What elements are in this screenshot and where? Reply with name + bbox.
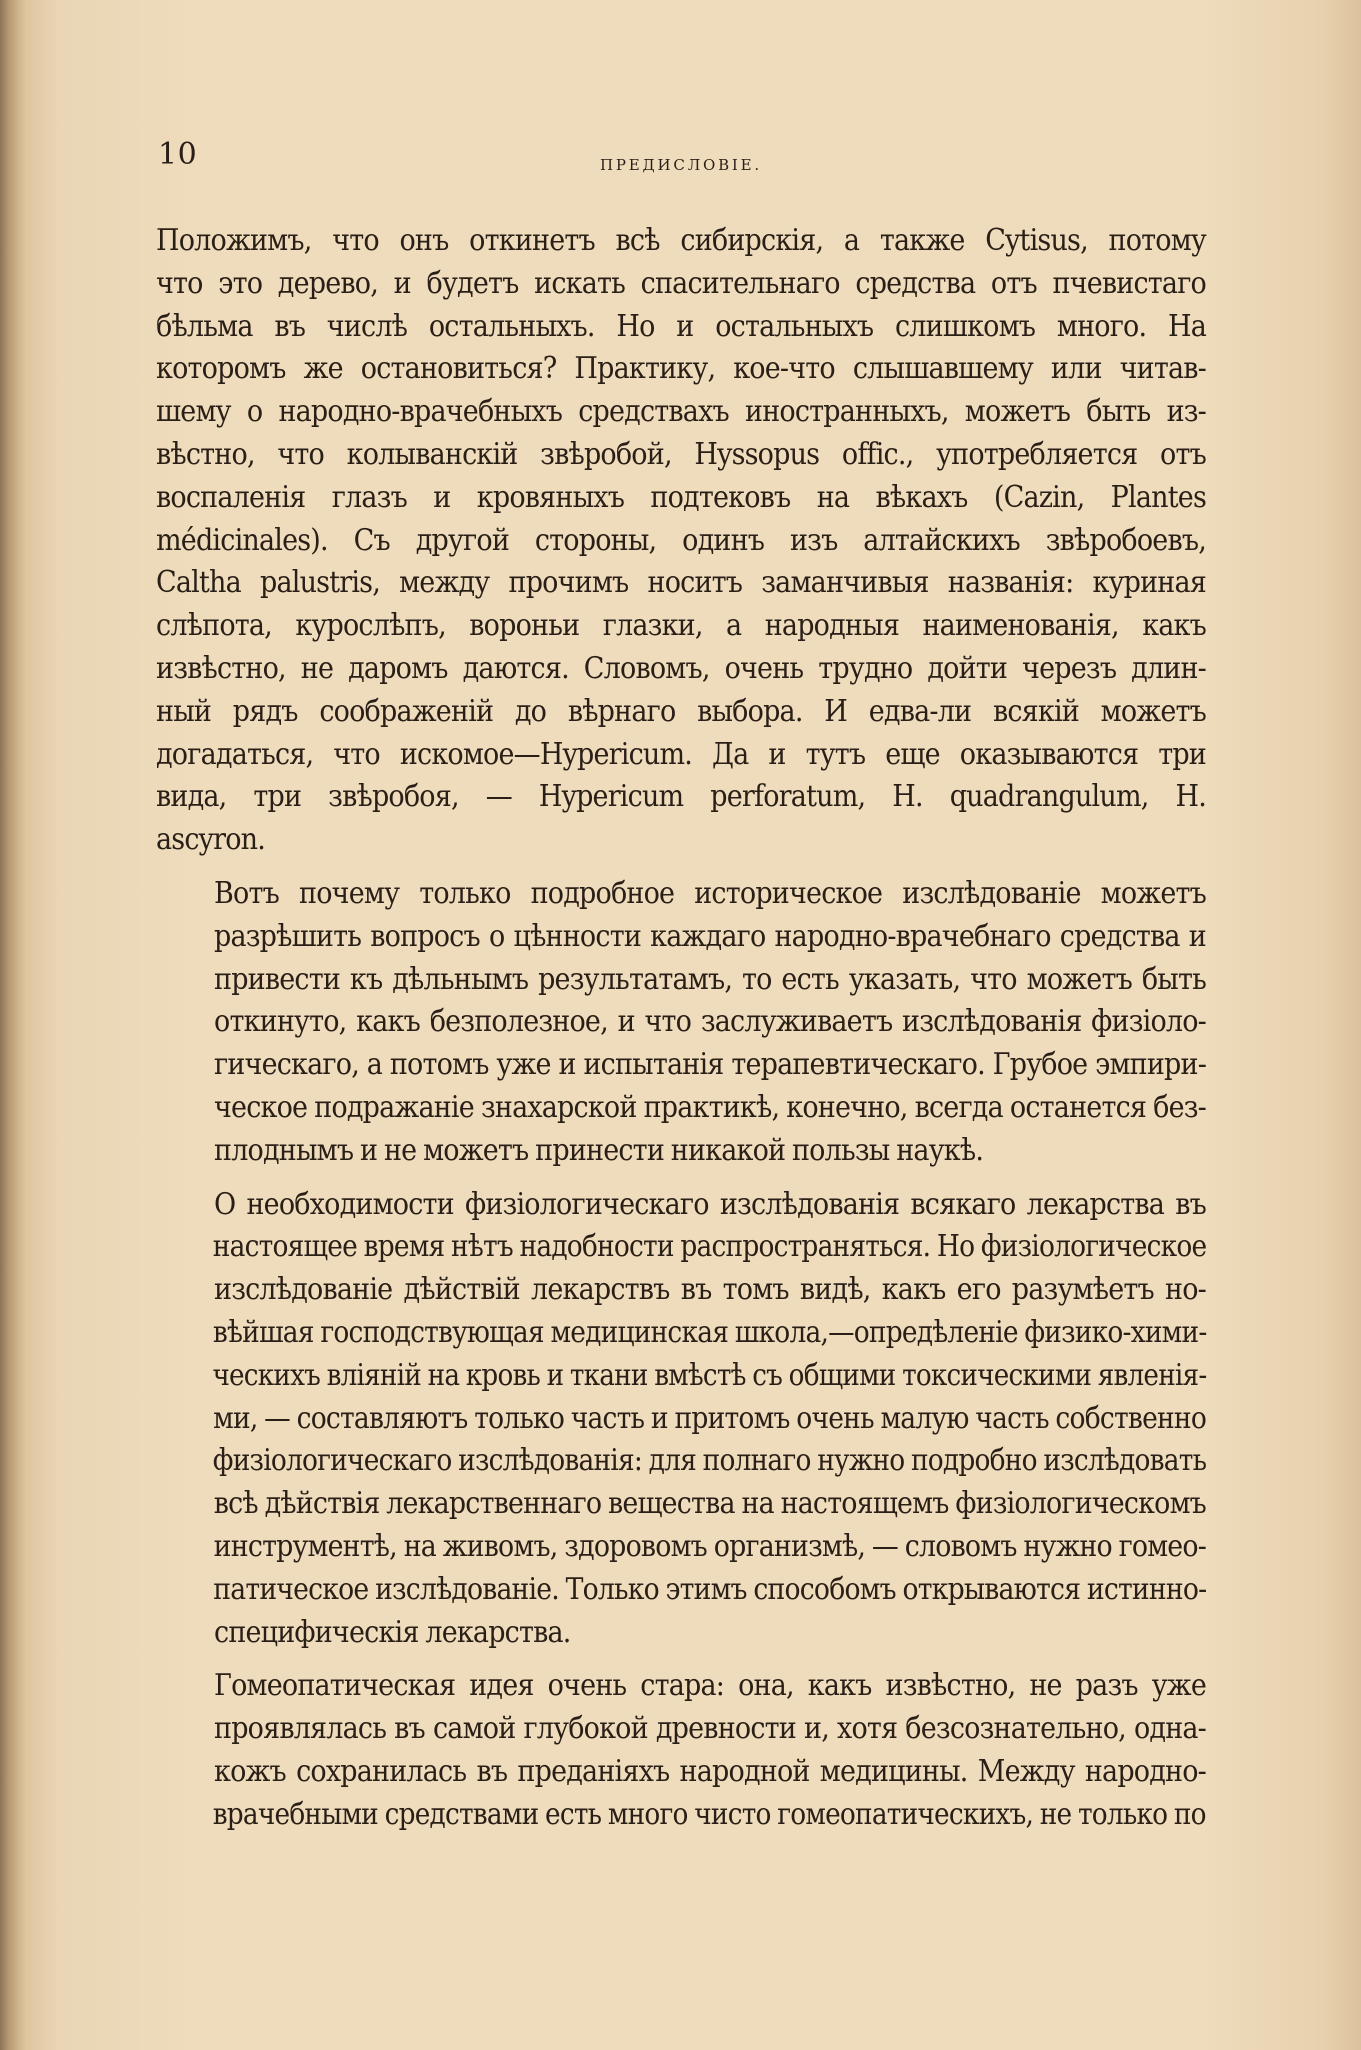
- text-line: врачебными средствами есть много чисто гомеопатическихъ, не только по: [212, 1796, 1206, 1832]
- text-line: что это дерево, и будетъ искать спасительнаго средства отъ пчевистаго: [156, 265, 1206, 301]
- text-line: Caltha palustris, между прочимъ носитъ заманчивыя названія: куриная: [156, 565, 1206, 601]
- text-line: ascyron.: [156, 822, 266, 858]
- text-line: вѣйшая господствующая медицинская школа,—опредѣленіе физико-хими-: [212, 1314, 1207, 1350]
- text-line: инструментѣ, на живомъ, здоровомъ организмѣ, — словомъ нужно гомео-: [213, 1528, 1206, 1564]
- text-line: ческое подражаніе знахарской практикѣ, конечно, всегда останется без-: [214, 1089, 1206, 1125]
- body-text: [156, 220, 1206, 1836]
- paragraph: [156, 220, 1206, 862]
- running-head: ПРЕДИСЛОВІЕ.: [600, 156, 762, 174]
- text-line: откинуто, какъ безполезное, и что заслуживаетъ изслѣдованія физіоло-: [214, 1004, 1206, 1040]
- text-line: плоднымъ и не можетъ принести никакой пользы наукѣ.: [214, 1132, 984, 1168]
- paragraph: [156, 1184, 1206, 1655]
- text-line: догадаться, что искомое—Hypericum. Да и тутъ еще оказываются три: [156, 736, 1206, 772]
- paragraph-gap: [156, 1173, 1206, 1184]
- text-line: вѣстно, что колыванскій звѣробой, Hyssopus offic., употребляется отъ: [156, 436, 1206, 472]
- paragraph: [156, 873, 1206, 1173]
- page-number: 10: [158, 137, 198, 172]
- text-line: Положимъ, что онъ откинетъ всѣ сибирскія, а также Cytisus, потому: [156, 223, 1206, 258]
- text-line: которомъ же остановиться? Практику, кое-что слышавшему или читав-: [156, 351, 1206, 387]
- text-line: изслѣдованіе дѣйствій лекарствъ въ томъ видѣ, какъ его разумѣетъ но-: [214, 1272, 1206, 1308]
- page-header: [156, 138, 1206, 186]
- text-line: патическое изслѣдованіе. Только этимъ способомъ открываются истинно-: [213, 1571, 1207, 1607]
- text-line: извѣстно, не даромъ даются. Словомъ, очень трудно дойти черезъ длин-: [156, 650, 1206, 686]
- text-line: физіологическаго изслѣдованія: для полнаго нужно подробно изслѣдовать: [212, 1443, 1207, 1479]
- paragraph-gap: [156, 862, 1206, 873]
- text-line: слѣпота, курослѣпъ, вороньи глазки, а народныя наименованія, какъ: [156, 608, 1206, 644]
- text-line: специфическія лекарства.: [214, 1614, 571, 1650]
- text-line: Гомеопатическая идея очень стара: она, какъ извѣстно, не разъ уже: [214, 1668, 1206, 1704]
- text-line: вида, три звѣробоя, — Hypericum perforatum, H. quadrangulum, H.: [156, 779, 1206, 815]
- book-binding-edge: [0, 0, 26, 2050]
- text-line: ный рядъ соображеній до вѣрнаго выбора. И едва-ли всякій можетъ: [156, 693, 1206, 729]
- text-line: Вотъ почему только подробное историческое изслѣдованіе можетъ: [214, 875, 1206, 911]
- text-line: воспаленія глазъ и кровяныхъ подтековъ на вѣкахъ (Cazin, Plantes: [156, 479, 1206, 515]
- text-line: разрѣшить вопросъ о цѣнности каждаго народно-врачебнаго средства и: [214, 918, 1206, 954]
- text-line: настоящее время нѣтъ надобности распространяться. Но физіологическое: [212, 1229, 1207, 1265]
- paragraph-gap: [156, 1654, 1206, 1665]
- text-line: ми, — составляютъ только часть и притомъ очень малую часть собственно: [213, 1400, 1207, 1436]
- text-line: ческихъ вліяній на кровь и ткани вмѣстѣ съ общими токсическими явленія-: [212, 1357, 1207, 1393]
- text-line: всѣ дѣйствія лекарственнаго вещества на настоящемъ физіологическомъ: [213, 1486, 1206, 1522]
- text-line: О необходимости физіологическаго изслѣдованія всякаго лекарства въ: [214, 1186, 1206, 1222]
- text-line: бѣльма въ числѣ остальныхъ. Но и остальныхъ слишкомъ много. На: [156, 308, 1206, 344]
- text-line: проявлялась въ самой глубокой древности и, хотя безсознательно, одна-: [214, 1711, 1206, 1747]
- text-line: кожъ сохранилась въ преданіяхъ народной медицины. Между народно-: [214, 1753, 1206, 1789]
- text-line: гическаго, а потомъ уже и испытанія терапевтическаго. Грубое эмпири-: [214, 1047, 1206, 1083]
- page-content: [156, 138, 1206, 1836]
- text-line: привести къ дѣльнымъ результатамъ, то есть указать, что можетъ быть: [214, 961, 1206, 997]
- text-line: médicinales). Съ другой стороны, одинъ изъ алтайскихъ звѣробоевъ,: [156, 522, 1206, 558]
- paragraph: [156, 1665, 1206, 1836]
- text-line: шему о народно-врачебныхъ средствахъ иностранныхъ, можетъ быть из-: [156, 394, 1206, 430]
